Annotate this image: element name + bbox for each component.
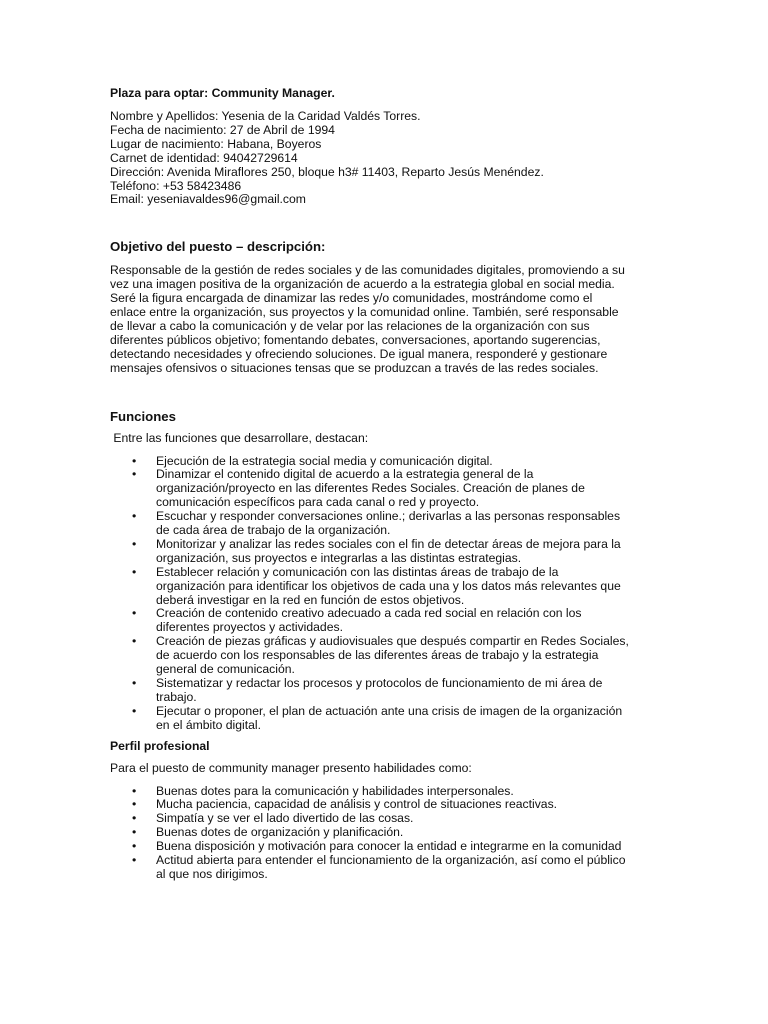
document-title: Plaza para optar: Community Manager. [110,86,335,100]
function-item-line: deberá investigar en la red en función de estos objetivos. [156,592,465,607]
bullet-icon: • [132,634,137,649]
function-item-line: Escuchar y responder conversaciones online.; derivarlas a las personas responsables [156,509,621,524]
function-item-line: Sistematizar y redactar los procesos y protocolos de funcionamiento de mi área de [156,676,603,690]
objective-line: mensajes ofensivos o situaciones tensas que se produzcan a través de las redes sociales. [110,360,599,375]
function-item [110,538,662,566]
function-item [110,566,662,608]
profile-item [110,798,662,812]
function-item-line: Creación de piezas gráficas y audiovisuales que después compartir en Redes Sociales, [156,634,629,649]
function-item-line: Establecer relación y comunicación con las distintas áreas de trabajo de la [156,564,559,579]
profile-item [110,785,662,799]
functions-list [110,455,662,733]
bullet-icon: • [132,783,137,798]
info-birthdate: Fecha de nacimiento: 27 de Abril de 1994 [110,122,335,137]
profile-item-line: al que nos dirigimos. [156,866,268,881]
function-item-line: Monitorizar y analizar las redes sociales con el fin de detectar áreas de mejora para la [156,536,621,551]
profile-item-line: Simpatía y se ver el lado divertido de las cosas. [156,811,414,826]
bullet-icon: • [132,564,137,579]
function-item [110,468,662,510]
bullet-icon: • [132,509,137,524]
objective-line: detectando necesidades y ofreciendo soluciones. De igual manera, responderé y gestionare [110,346,608,361]
info-phone: Teléfono: +53 58423486 [110,178,242,193]
profile-heading: Perfil profesional [110,738,210,753]
functions-intro: Entre las funciones que desarrollare, destacan: [110,430,369,445]
bullet-icon: • [132,467,137,482]
function-item-line: organización/proyecto en las diferentes Redes Sociales. Creación de planes de [156,481,585,496]
personal-info-block [110,110,662,207]
objective-line: Responsable de la gestión de redes sociales y de las comunidades digitales, promoviendo a su [110,263,625,278]
function-item-line: general de comunicación. [156,662,295,677]
profile-item-line: Buenas dotes de organización y planificación. [156,825,404,840]
function-item [110,635,662,677]
function-item [110,455,662,469]
bullet-icon: • [132,453,137,468]
profile-list [110,785,662,882]
function-item [110,705,662,733]
bullet-icon: • [132,703,137,718]
profile-item [110,826,662,840]
profile-item-line: Buenas dotes para la comunicación y habilidades interpersonales. [156,783,514,798]
objective-line: vez una imagen positiva de la organización de acuerdo a la estrategia global en social media. [110,277,615,292]
objective-paragraph [110,264,662,375]
function-item-line: Ejecutar o proponer, el plan de actuación ante una crisis de imagen de la organización [156,703,623,718]
profile-item [110,840,662,854]
function-item-line: organización, sus proyectos e integrarlas a las distintas estrategias. [156,550,522,565]
bullet-icon: • [132,839,137,854]
info-birthplace: Lugar de nacimiento: Habana, Boyeros [110,136,322,151]
profile-item-line: Actitud abierta para entender el funcionamiento de la organización, así como el público [156,853,626,868]
bullet-icon: • [132,825,137,840]
bullet-icon: • [132,606,137,621]
bullet-icon: • [132,811,137,826]
function-item-line: de acuerdo con los responsables de las diferentes áreas de trabajo y la estrategia [156,648,599,663]
bullet-icon: • [132,797,137,812]
info-address: Dirección: Avenida Miraflores 250, bloque h3# 11403, Reparto Jesús Menéndez. [110,164,544,179]
function-item [110,607,662,635]
function-item-line: en el ámbito digital. [156,717,262,732]
bullet-icon: • [132,853,137,868]
bullet-icon: • [132,676,137,690]
info-name: Nombre y Apellidos: Yesenia de la Caridad Valdés Torres. [110,109,421,123]
function-item [110,677,662,705]
info-id-card: Carnet de identidad: 94042729614 [110,150,298,165]
objective-line: de llevar a cabo la comunicación y de velar por las relaciones de la organización con sus [110,318,590,333]
function-item-line: Ejecución de la estrategia social media y comunicación digital. [156,453,493,468]
info-email: Email: yeseniavaldes96@gmail.com [110,192,306,207]
function-item-line: trabajo. [156,689,197,704]
function-item-line: diferentes proyectos y actividades. [156,620,343,635]
objective-line: Seré la figura encargada de dinamizar las redes y/o comunidades, mostrándome como el [110,291,593,306]
profile-item-line: Mucha paciencia, capacidad de análisis y control de situaciones reactivas. [156,797,558,812]
objective-line: diferentes públicos objetivo; fomentando debates, conversaciones, aportando sugerencias, [110,332,601,347]
document-page [110,86,662,882]
function-item [110,510,662,538]
profile-item [110,812,662,826]
function-item-line: comunicación específicos para cada canal o red y proyecto. [156,495,480,510]
objective-line: enlace entre la organización, sus proyectos y la comunidad online. También, seré responsable [110,305,619,320]
profile-item [110,854,662,882]
bullet-icon: • [132,536,137,551]
function-item-line: organización para identificar los objetivos de cada una y los datos más relevantes que [156,578,621,593]
profile-item-line: Buena disposición y motivación para conocer la entidad e integrarme en la comunidad [156,839,622,854]
function-item-line: Dinamizar el contenido digital de acuerdo a la estrategia general de la [156,467,534,482]
functions-heading: Funciones [110,408,176,424]
profile-intro: Para el puesto de community manager presento habilidades como: [110,760,472,775]
function-item-line: Creación de contenido creativo adecuado a cada red social en relación con los [156,606,582,621]
function-item-line: de cada área de trabajo de la organización. [156,523,391,538]
objective-heading: Objetivo del puesto – descripción: [110,239,326,255]
